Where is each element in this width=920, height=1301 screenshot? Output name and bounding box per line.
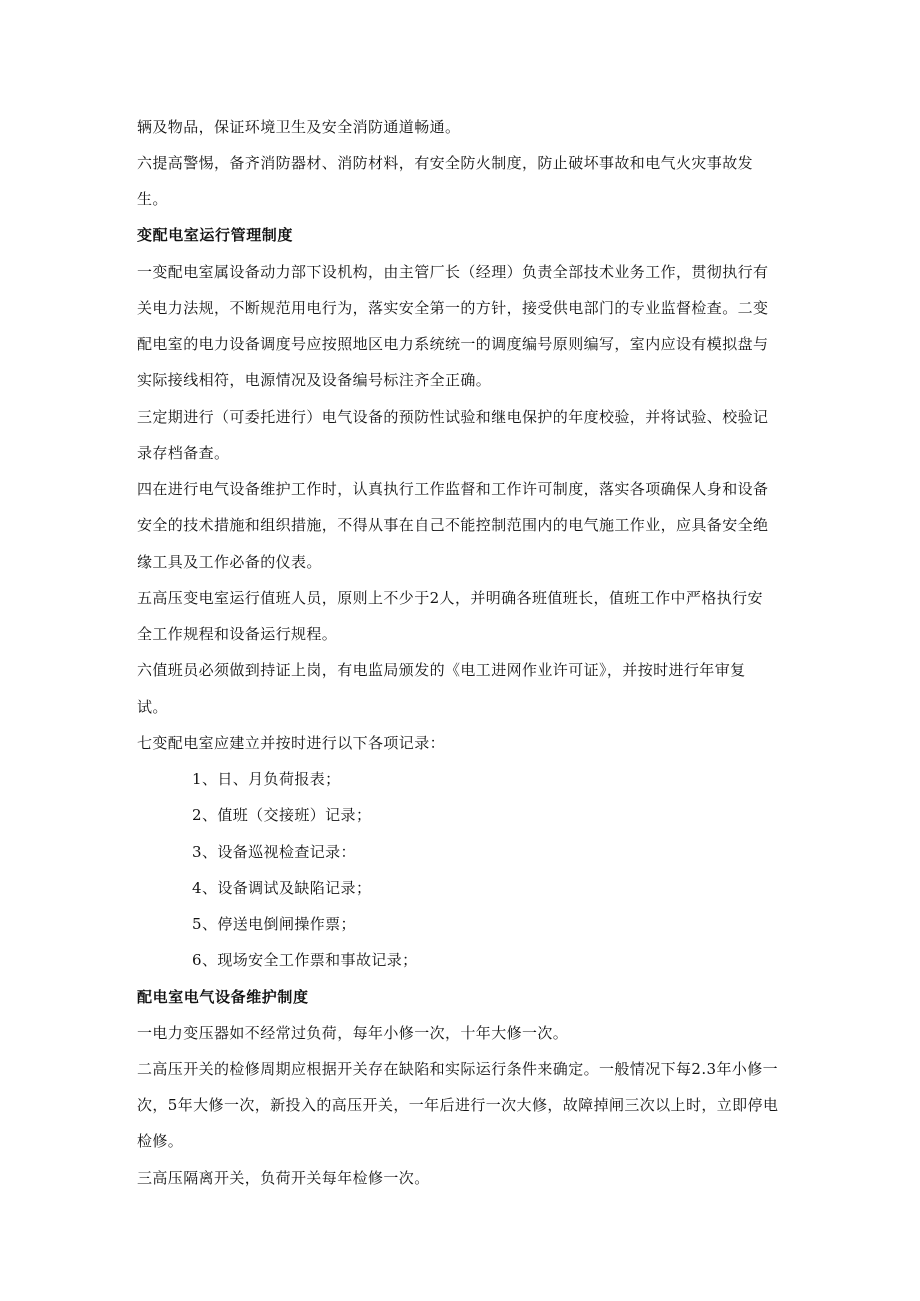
paragraph-line: 六提高警惕，备齐消防器材、消防材料，有安全防火制度，防止破坏事故和电气火灾事故发 — [137, 154, 754, 172]
section-heading: 配电室电气设备维护制度 — [137, 988, 309, 1006]
paragraph-line: 六值班员必须做到持证上岗，有电监局颁发的《电工进网作业许可证》，并按时进行年审复 — [137, 661, 746, 679]
section-heading: 变配电室运行管理制度 — [137, 226, 294, 244]
paragraph-line: 二高压开关的检修周期应根据开关存在缺陷和实际运行条件来确定。一般情况下每2.3年小修一 — [137, 1060, 779, 1078]
paragraph-line: 一变配电室属设备动力部下设机构，由主管厂长（经理）负责全部技术业务工作，贯彻执行有 — [137, 263, 769, 281]
paragraph-line: 检修。 — [137, 1132, 184, 1150]
paragraph-line: 次，5年大修一次，新投入的高压开关，一年后进行一次大修，故障掉闸三次以上时，立即停电 — [137, 1096, 779, 1114]
paragraph-line: 四在进行电气设备维护工作时，认真执行工作监督和工作许可制度，落实各项确保人身和设备 — [137, 480, 769, 498]
list-item: 5、停送电倒闸操作票； — [192, 915, 356, 933]
paragraph-line: 七变配电室应建立并按时进行以下各项记录： — [137, 734, 446, 752]
paragraph-line: 关电力法规，不断规范用电行为，落实安全第一的方针，接受供电部门的专业监督检查。二变 — [137, 299, 769, 317]
paragraph-line: 一电力变压器如不经常过负荷，每年小修一次，十年大修一次。 — [137, 1024, 569, 1042]
list-item: 6、现场安全工作票和事故记录； — [192, 951, 418, 969]
paragraph-line: 安全的技术措施和组织措施，不得从事在自己不能控制范围内的电气施工作业，应具备安全绝 — [137, 516, 769, 534]
paragraph-line: 试。 — [137, 698, 168, 716]
paragraph-line: 实际接线相符，电源情况及设备编号标注齐全正确。 — [137, 371, 492, 389]
paragraph-line: 全工作规程和设备运行规程。 — [137, 625, 338, 643]
list-item: 2、值班（交接班）记录； — [192, 806, 372, 824]
list-item: 4、设备调试及缺陷记录； — [192, 879, 372, 897]
paragraph-line: 五高压变电室运行值班人员，原则上不少于2人，并明确各班值班长，值班工作中严格执行安 — [137, 589, 763, 607]
paragraph-line: 录存档备查。 — [137, 444, 230, 462]
list-item: 1、日、月负荷报表； — [192, 770, 341, 788]
paragraph-line: 辆及物品，保证环境卫生及安全消防通道畅通。 — [137, 118, 461, 136]
paragraph-line: 三定期进行（可委托进行）电气设备的预防性试验和继电保护的年度校验，并将试验、校验记 — [137, 408, 769, 426]
paragraph-line: 三高压隔离开关，负荷开关每年检修一次。 — [137, 1169, 430, 1187]
paragraph-line: 生。 — [137, 190, 168, 208]
paragraph-line: 配电室的电力设备调度号应按照地区电力系统统一的调度编号原则编写，室内应设有模拟盘与 — [137, 335, 769, 353]
paragraph-line: 缘工具及工作必备的仪表。 — [137, 553, 322, 571]
list-item: 3、设备巡视检查记录： — [192, 843, 356, 861]
